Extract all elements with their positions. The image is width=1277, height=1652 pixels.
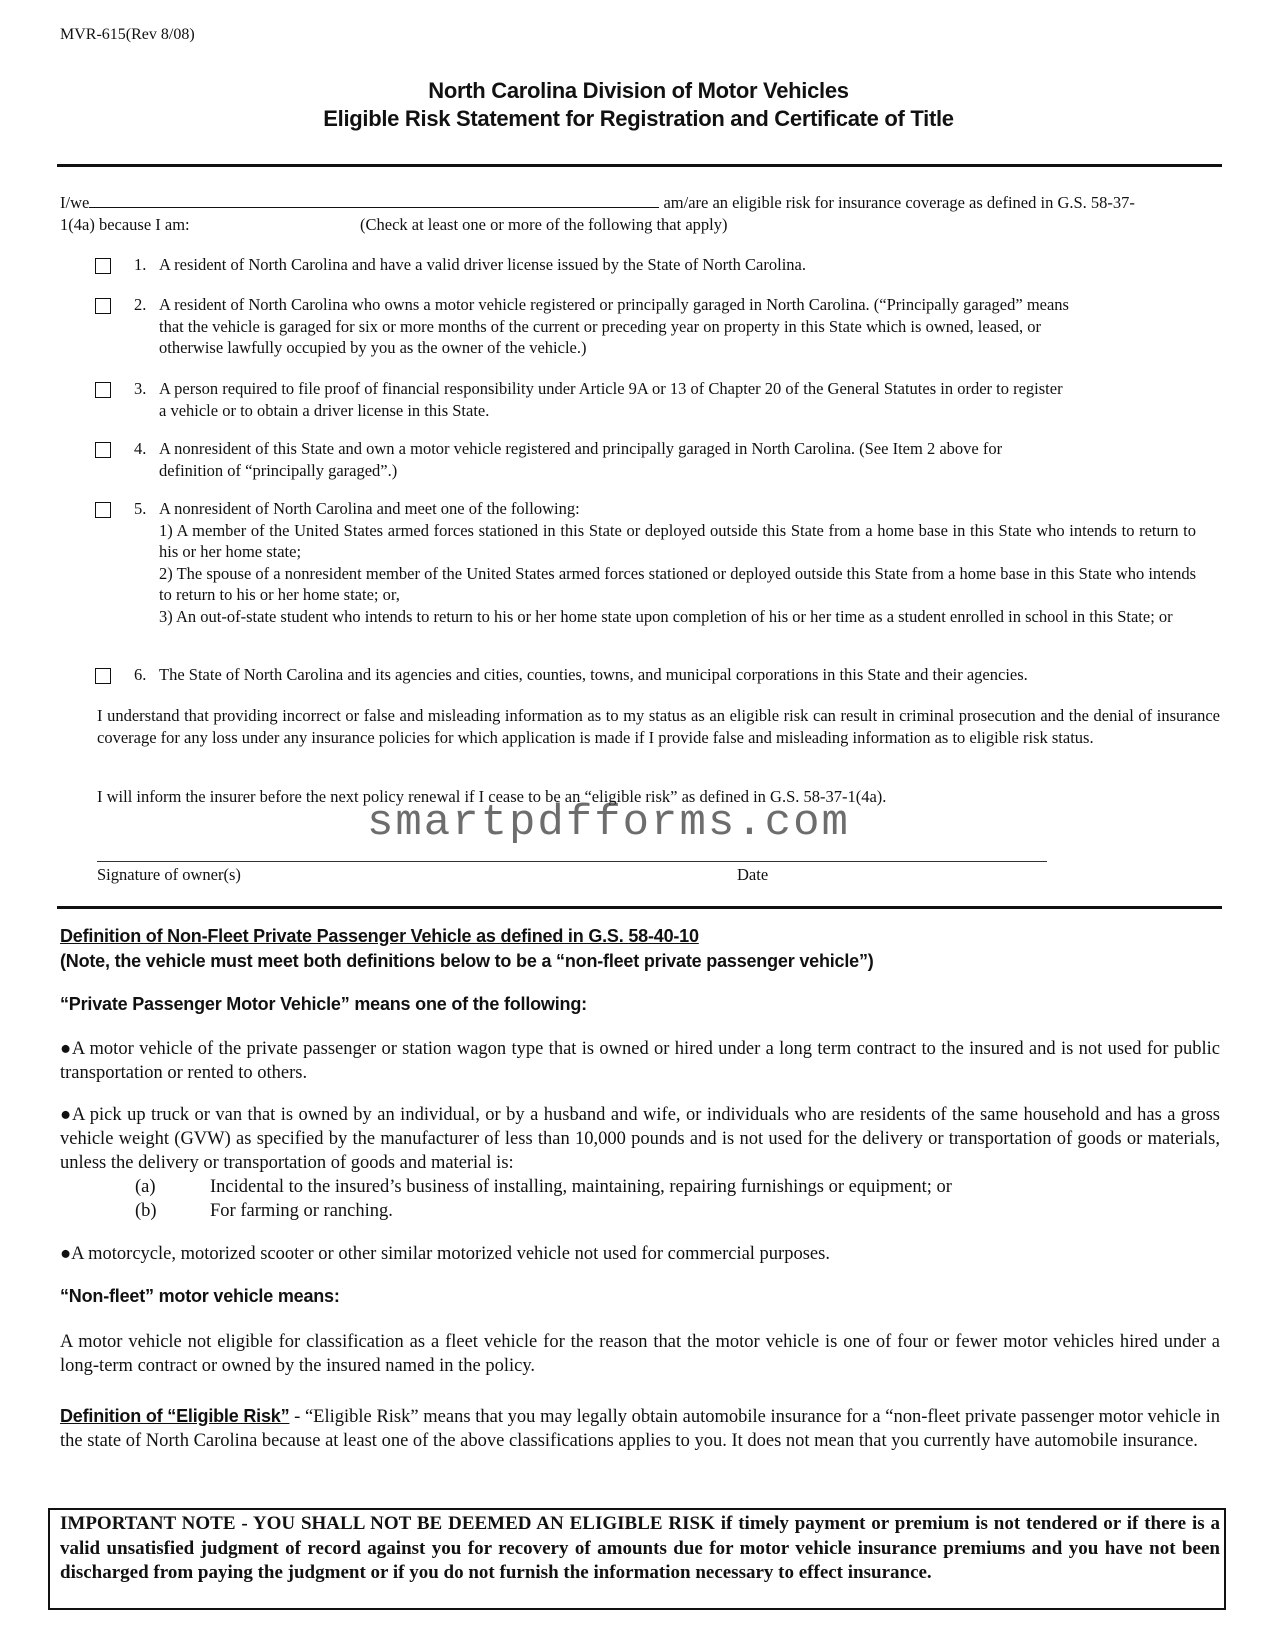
- nonfleet-heading: “Non-fleet” motor vehicle means:: [60, 1286, 340, 1306]
- item-text: A nonresident of North Carolina and meet one of the following:: [159, 499, 580, 518]
- item-sub-2: 2) The spouse of a nonresident member of the United States armed forces stationed or deployed outside this State from a home base in this State who intends to return to his or her home state; or,: [159, 563, 1196, 604]
- item-sub-1: 1) A member of the United States armed forces stationed in this State or deployed outside this State from a home base in this State who intends to return to his or her home state;: [159, 520, 1196, 561]
- item-5: [134, 498, 1196, 627]
- item-number: 4.: [134, 439, 147, 458]
- signature-line[interactable]: [97, 861, 1047, 862]
- item-number: 2.: [134, 295, 147, 314]
- item-4: [134, 438, 1224, 481]
- form-number: MVR-615(Rev 8/08): [60, 26, 195, 43]
- item-text: otherwise lawfully occupied by you as the owner of the vehicle.): [159, 338, 587, 357]
- definitions-heading: Definition of Non-Fleet Private Passenger Vehicle as defined in G.S. 58-40-10: [60, 926, 699, 946]
- date-label: Date: [737, 865, 769, 884]
- nonfleet-text: A motor vehicle not eligible for classification as a fleet vehicle for the reason that the motor vehicle is one of four or fewer motor vehicles hired under a long-term contract or owned by the insured named in the policy.: [60, 1332, 1220, 1376]
- header-divider: [57, 164, 1222, 167]
- statement-suffix: am/are an eligible risk for insurance coverage as defined in G.S. 58-37-: [663, 193, 1135, 212]
- item-4-checkbox[interactable]: [95, 442, 111, 458]
- section-divider: [57, 906, 1222, 909]
- item-1: [134, 254, 1224, 276]
- page-title: North Carolina Division of Motor Vehicles: [428, 78, 849, 103]
- sub-a-label: (a): [135, 1177, 156, 1197]
- eligible-risk-definition: [60, 1404, 1220, 1453]
- statement-line: [60, 192, 1225, 214]
- item-5-checkbox[interactable]: [95, 502, 111, 518]
- item-2-checkbox[interactable]: [95, 298, 111, 314]
- item-number: 6.: [134, 665, 147, 684]
- check-instruction: (Check at least one or more of the following that apply): [360, 215, 728, 234]
- item-number: 1.: [134, 255, 147, 274]
- sub-a-text: Incidental to the insured’s business of installing, maintaining, repairing furnishings or equipment; or: [210, 1177, 952, 1197]
- statement-line2: 1(4a) because I am:: [60, 215, 190, 234]
- name-field[interactable]: [89, 193, 659, 208]
- inform-paragraph: I will inform the insurer before the next policy renewal if I cease to be an “eligible risk” as defined in G.S. 58-37-1(4a).: [97, 787, 887, 806]
- item-text: A resident of North Carolina who owns a motor vehicle registered or principally garaged in North Carolina. (“Principally garaged” means: [159, 295, 1069, 314]
- important-note: IMPORTANT NOTE - YOU SHALL NOT BE DEEMED AN ELIGIBLE RISK if timely payment or premium is not tendered or if there is a valid unsatisfied judgment of record against you for recovery of amounts due for motor vehicle insurance premiums and you have not been discharged from paying the judgment or if you do not furnish the information necessary to effect insurance.: [60, 1513, 1220, 1583]
- item-3: [134, 378, 1224, 421]
- item-2: [134, 294, 1224, 359]
- item-6: [134, 664, 1224, 686]
- item-number: 3.: [134, 379, 147, 398]
- sub-b-label: (b): [135, 1201, 157, 1221]
- item-3-checkbox[interactable]: [95, 382, 111, 398]
- item-number: 5.: [134, 499, 147, 518]
- bullet-1: ●A motor vehicle of the private passenger or station wagon type that is owned or hired under a long term contract to the insured and is not used for public transportation or rented to others.: [60, 1039, 1220, 1083]
- item-text: a vehicle or to obtain a driver license in this State.: [159, 400, 490, 420]
- item-text: A resident of North Carolina and have a valid driver license issued by the State of North Carolina.: [159, 255, 806, 274]
- signature-label: Signature of owner(s): [97, 865, 241, 884]
- page-subtitle: Eligible Risk Statement for Registration and Certificate of Title: [323, 106, 954, 131]
- sub-b-text: For farming or ranching.: [210, 1201, 393, 1221]
- item-sub-3: 3) An out-of-state student who intends to return to his or her home state upon completion of his or her time as a student enrolled in school in this State; or: [159, 606, 1173, 626]
- item-1-checkbox[interactable]: [95, 258, 111, 274]
- statement-prefix: I/we: [60, 193, 90, 212]
- eligible-heading: Definition of “Eligible Risk”: [60, 1406, 290, 1426]
- definitions-note: (Note, the vehicle must meet both definitions below to be a “non-fleet private passenger vehicle”): [60, 951, 874, 971]
- item-text: that the vehicle is garaged for six or more months of the current or preceding year on property in this State which is owned, leased, or: [159, 316, 1042, 336]
- understand-paragraph: I understand that providing incorrect or false and misleading information as to my status as an eligible risk can result in criminal prosecution and the denial of insurance coverage for any loss under any insurance policies for which application is made if I provide false and misleading information as to eligible risk status.: [97, 706, 1220, 747]
- watermark: smartpdfforms.com: [367, 798, 850, 848]
- ppmv-heading: “Private Passenger Motor Vehicle” means one of the following:: [60, 994, 587, 1014]
- item-6-checkbox[interactable]: [95, 668, 111, 684]
- bullet-3: ●A motorcycle, motorized scooter or other similar motorized vehicle not used for commercial purposes.: [60, 1244, 830, 1264]
- item-text: The State of North Carolina and its agencies and cities, counties, towns, and municipal corporations in this State and their agencies.: [159, 665, 1028, 684]
- eligible-text: - “Eligible Risk” means that you may legally obtain automobile insurance for a “non-fleet private passenger motor vehicle in the state of North Carolina because at least one of the above classifications applies to you. It does not mean that you currently have automobile insurance.: [60, 1407, 1221, 1451]
- item-text: definition of “principally garaged”.): [159, 460, 398, 480]
- item-text: A person required to file proof of financial responsibility under Article 9A or 13 of Chapter 20 of the General Statutes in order to register: [159, 379, 1063, 398]
- item-text: A nonresident of this State and own a motor vehicle registered and principally garaged in North Carolina. (See Item 2 above for: [159, 439, 1003, 458]
- bullet-2: ●A pick up truck or van that is owned by an individual, or by a husband and wife, or individuals who are residents of the same household and has a gross vehicle weight (GVW) as specified by the manufacturer of less than 10,000 pounds and is not used for the delivery or transportation of goods or materials, unless the delivery or transportation of goods and material is:: [60, 1105, 1220, 1173]
